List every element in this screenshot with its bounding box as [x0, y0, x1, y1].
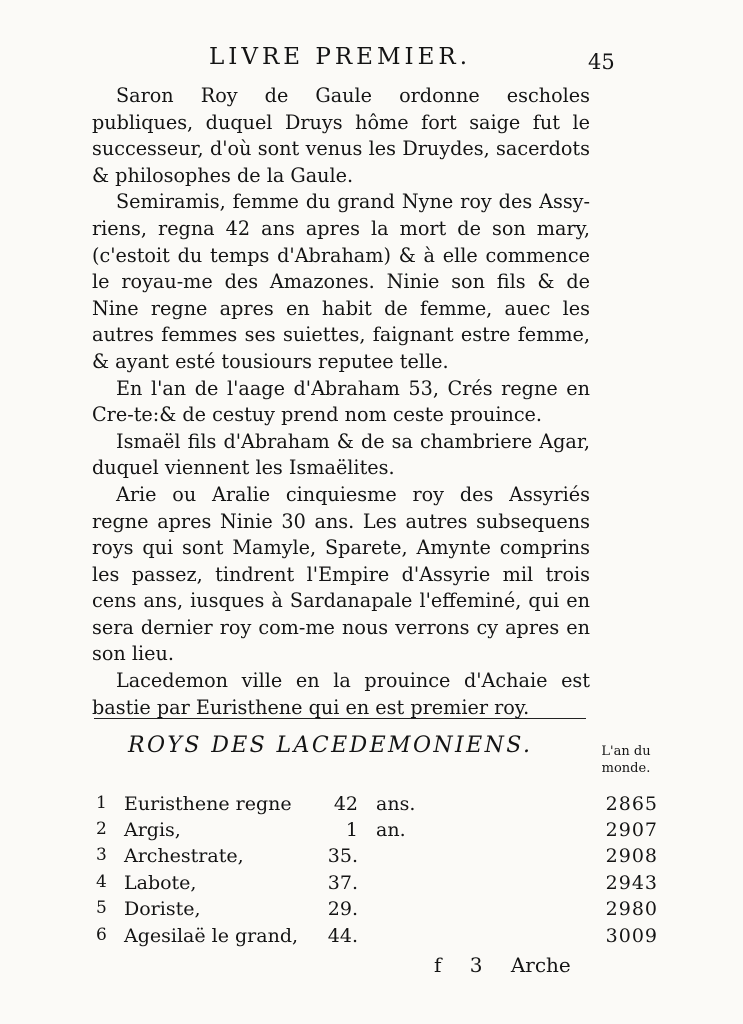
world-year: 2980: [605, 898, 658, 920]
paragraph-semiramis: Semiramis, femme du grand Nyne roy des Assy-riens, regna 42 ans apres la mort de son mary, (c'estoit du temps d'Abraham) & à elle commence le royau-me des Amazones. Ninie son fils & de Nine regne apres en habit de femme, auec les autres femmes ses suiettes, faignant estre femme, & ayant esté tousiours reputee telle.: [92, 190, 590, 373]
row-number: 3: [96, 845, 107, 865]
paragraph-saron: Saron Roy de Gaule ordonne escholes publiques, duquel Druys hôme fort saige fut le successeur, d'où sont venus les Druydes, sacerdots & philosophes de la Gaule.: [92, 84, 590, 187]
section-divider: [94, 718, 586, 719]
row-number: 4: [96, 872, 107, 892]
row-number: 1: [96, 793, 107, 813]
year-header-line1: L'an du: [601, 744, 651, 759]
signature-mark: f 3: [434, 953, 483, 977]
world-year: 2908: [605, 845, 658, 867]
table-row: [0, 898, 743, 928]
world-year: 2907: [605, 819, 658, 841]
world-year: 2943: [605, 872, 658, 894]
reign-years: 29.: [327, 898, 358, 920]
row-number: 2: [96, 819, 107, 839]
table-row: [0, 845, 743, 875]
king-name: Archestrate,: [124, 845, 244, 867]
body-text: [92, 83, 590, 721]
running-title: LIVRE PREMIER.: [208, 44, 472, 70]
kings-table-title: ROYS DES LACEDEMONIENS.: [128, 733, 533, 758]
reign-years: 44.: [327, 925, 358, 947]
reign-years: 1: [345, 819, 358, 841]
king-name: Argis,: [124, 819, 181, 841]
paragraph-arie: Arie ou Aralie cinquiesme roy des Assyriés regne apres Ninie 30 ans. Les autres subsequens roys qui sont Mamyle, Sparete, Amynte comprins les passez, tindrent l'Empire d'Assyrie mil trois cens ans, iusques à Sardanapale l'effeminé, qui en sera dernier roy com-me nous verrons cy apres en son lieu.: [92, 482, 590, 666]
footer-line: [434, 953, 624, 977]
world-year: 2865: [605, 793, 658, 815]
catchword: Arche: [510, 953, 571, 977]
paragraph-lacedemon: Lacedemon ville en la prouince d'Achaie est bastie par Euristhene qui en est premier roy.: [92, 669, 590, 719]
king-name: Agesilaë le grand,: [124, 925, 299, 947]
paragraph-ismael: Ismaël fils d'Abraham & de sa chambriere Agar, duquel viennent les Ismaëlites.: [92, 429, 590, 480]
king-name: Euristhene regne: [124, 793, 292, 815]
reign-unit: ans.: [376, 793, 416, 815]
year-header-line2: monde.: [601, 761, 651, 776]
year-column-header: [591, 743, 661, 777]
reign-years: 42: [333, 793, 358, 815]
reign-years: 37.: [327, 872, 358, 894]
king-name: Doriste,: [124, 898, 201, 920]
row-number: 5: [96, 898, 107, 918]
table-row: [0, 925, 743, 955]
world-year: 3009: [605, 925, 658, 947]
king-name: Labote,: [124, 872, 197, 894]
reign-years: 35.: [327, 845, 358, 867]
reign-unit: an.: [376, 819, 406, 841]
paragraph-cres: En l'an de l'aage d'Abraham 53, Crés regne en Cre-te:& de cestuy prend nom ceste prouince.: [92, 376, 590, 427]
row-number: 6: [96, 925, 107, 945]
page-number: 45: [588, 50, 615, 74]
